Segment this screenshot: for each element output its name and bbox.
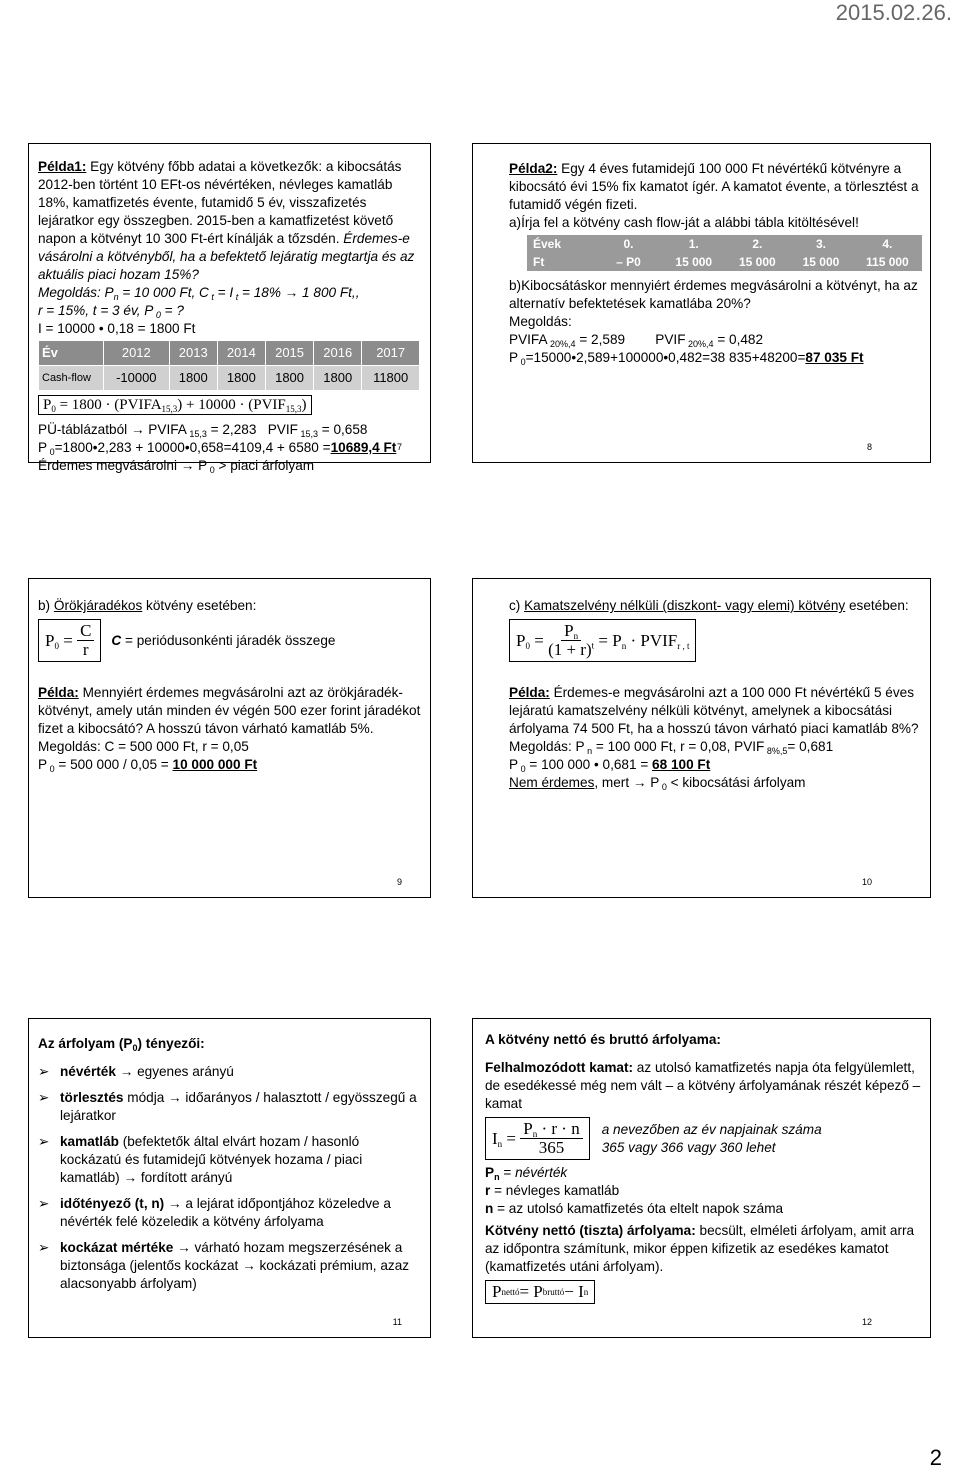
table-cell: 1800 [217, 366, 265, 391]
task-b: b)Kibocsátáskor mennyiért érdemes megvásárolni a kötvényt, ha az alternatív befektetések kamatlába 20%? [509, 278, 918, 311]
denominator-note: a nevezőben az év napjainak száma 365 vagy 366 vagy 360 lehet [601, 1121, 822, 1155]
net-price-def: Kötvény nettó (tiszta) árfolyama: becsült, elméleti árfolyam, amit arra az időpontra számítunk, mikor éppen kifizetik az esedékes kamatot (kamatfizetés utáni árfolyam). [485, 1223, 915, 1274]
solution-line: Megoldás: C = 500 000 Ft, r = 0,05 [38, 739, 249, 754]
example-text: Példa: Mennyiért érdemes megvásárolni azt az örökjáradék-kötvényt, amely után minden év végén 500 ezer forint járadékot fizet a kibocsátó? A hosszú távon várható kamatláb 5%. [38, 685, 421, 736]
table-cell: 15 000 [726, 253, 790, 271]
slide-8-intro: Példa2: Egy 4 éves futamidejű 100 000 Ft névértékű kötvényre a kibocsátó évi 15% fix kamatot ígér. A kamatot évente, a törlesztést a futamidő végén fizeti. [509, 161, 919, 212]
table-cell: 15 000 [789, 253, 853, 271]
factors-line: PVIFA $_{20\%,4}$ = 2,589 PVIF $_{20\%,4}$ = 0,482 [509, 332, 764, 349]
example-title: Példa2: [509, 161, 558, 176]
calc-line: P $_0$=15000•2,589+100000•0,482=38 835+48200=87 035 Ft [509, 350, 864, 367]
definition: r = névleges kamatláb [485, 1183, 620, 1198]
perpetuity-formula: $P_0$ = $\frac{C}{r}$ [38, 619, 101, 662]
cash-flow-table [38, 340, 420, 391]
page-number: 2 [929, 1445, 942, 1470]
definition: $P_n$ = névérték [485, 1165, 568, 1182]
table-cell: 15 000 [662, 253, 726, 271]
slide-12 [472, 1018, 931, 1338]
heading: c) Kamatszelvény nélküli (diszkont- vagy elemi) kötvény esetében: [509, 598, 909, 613]
list-item: ➢ törlesztés módja → időarányos / halasztott / egyösszegű a lejáratkor [38, 1090, 417, 1123]
table-header: 2013 [169, 341, 217, 366]
solution-line-2: r = 15%, t = 3 év, P $_0$ = ? [38, 303, 184, 320]
question: Érdemes-e vásárolni a kötvényből, ha a befektető lejáratig megtartja és az aktuális piaci hozam 15%? [38, 231, 415, 282]
slide-7-intro: Példa1: Egy kötvény főbb adatai a következők: a kibocsátás 2012-ben történt 10 EFt-os névértéken, névleges kamatláb 18%, kamatfizetés évente, futamidő 5 év, visszafizetés lejáratkor egy összegben. 2015-ben a kamatfizetést követő napon a kötvényt 10 300 Ft-ért kínálják a tőzsdén. Érdemes-e vásárolni a kötvényből, ha a befektető lejáratig megtartja és az aktuális piaci hozam 15%? [38, 159, 415, 282]
calc-line: P $_0$ = 100 000 • 0,681 = 68 100 Ft [509, 757, 711, 774]
accrued-interest-formula: $I_n$ = $\frac{P_n \cdot r \cdot n}{365}$ [485, 1117, 590, 1160]
heading: b) Örökjáradékos kötvény esetében: [38, 598, 257, 613]
table-cell: 2. [726, 235, 790, 253]
task-a: a)Írja fel a kötvény cash flow-ját a alábbi tábla kitöltésével! [509, 215, 859, 230]
discount-formula: $P_0$ = $\frac{P_n}{(1 + r)^t}$ = $P_n$ · $PVIF_{r , t}$ [509, 619, 696, 662]
table-header: 2017 [362, 341, 420, 366]
slide-number: 7 [396, 442, 402, 452]
table-cell: -10000 [104, 366, 170, 391]
calc-line: P $_0$=1800•2,283 + 10000•0,658=4109,4 + 6580 =10689,4 Ft [38, 440, 397, 457]
calc-result: 68 100 Ft [652, 757, 711, 772]
slide-9 [28, 578, 431, 898]
factor-list [38, 1063, 422, 1293]
pv-formula: $P_0 = 1800$ · $(PVIFA_{15,3}) + 10000$ · $(PVIF_{15,3})$ [38, 395, 312, 415]
calc-result: 10 000 000 Ft [172, 757, 258, 772]
net-price-formula: P nettó = P bruttó − I n [485, 1280, 595, 1304]
table-header: 2016 [314, 341, 362, 366]
solution-label: Megoldás: [509, 314, 572, 329]
table-cell: 11800 [362, 366, 420, 391]
slide-8 [472, 143, 931, 463]
list-item: ➢ időtényező (t, n) → a lejárat időpontjához közeledve a névérték felé közeledik a kötvény árfolyama [38, 1196, 391, 1229]
interest-line: I = 10000 • 0,18 = 1800 Ft [38, 321, 196, 336]
conclusion-line: Nem érdemes, mert → P $_0$ < kibocsátási árfolyam [509, 775, 806, 792]
table-cell: 1. [662, 235, 726, 253]
slide-title: A kötvény nettó és bruttó árfolyama: [485, 1032, 721, 1047]
list-item: ➢ névérték → egyenes arányú [38, 1064, 234, 1079]
table-cell: 1800 [169, 366, 217, 391]
list-item: ➢ kamatláb (befektetők által elvárt hozam / hasonló kockázatú és futamidejű kötvények hozama / piaci kamatláb) → fordított arányú [38, 1134, 363, 1185]
slide-number: 11 [392, 1317, 402, 1327]
table-cell: 0. [595, 235, 662, 253]
conclusion-line: Érdemes megvásárolni → P $_0$ > piaci árfolyam [38, 458, 315, 475]
calc-result: 87 035 Ft [805, 350, 864, 365]
calc-result: 10689,4 Ft [330, 440, 397, 455]
table-header: Év [39, 341, 104, 366]
accrued-interest-def: Felhalmozódott kamat: az utolsó kamatfizetés napja óta felgyülemlett, de esedékessé még nem vált – a kötvény árfolyamának részét képező – kamat [485, 1060, 921, 1111]
slide-number: 9 [396, 877, 402, 887]
slide-11 [28, 1018, 431, 1338]
table-cell: 1800 [265, 366, 313, 391]
table-header: 2014 [217, 341, 265, 366]
table-cell: Évek [527, 235, 595, 253]
table-cell: – P0 [595, 253, 662, 271]
definition: n = az utolsó kamatfizetés óta eltelt napok száma [485, 1201, 784, 1216]
example-title: Példa1: [38, 159, 87, 174]
slide-7 [28, 143, 431, 475]
table-cell: 3. [789, 235, 853, 253]
formula-description: C = periódusonkénti járadék összege [111, 632, 336, 648]
pu-table-line: PÜ-táblázatból → PVIFA $_{15,3}$ = 2,283 PVIF $_{15,3}$ = 0,658 [38, 422, 368, 439]
example-text: Példa: Érdemes-e megvásárolni azt a 100 000 Ft névértékű 5 éves lejáratú kamatszelvény nélküli kötvényt, amelynek a kibocsátási árfolyama 74 500 Ft, ha a hosszú távon várható piaci kamatláb 8%? [509, 685, 919, 736]
solution-line: Megoldás: P $_n$ = 100 000 Ft, r = 0,08, PVIF $_{8\%,5}$= 0,681 [509, 739, 834, 756]
slide-number: 10 [861, 877, 872, 887]
slide-number: 12 [861, 1317, 872, 1327]
table-cell: 4. [853, 235, 922, 253]
slide-10 [472, 578, 931, 898]
row-label: Cash-flow [39, 366, 104, 391]
list-item: ➢ kockázat mértéke → várható hozam megszerzésének a biztonsága (jelentős kockázat → kockázati prémium, azaz alacsonyabb árfolyam) [38, 1240, 410, 1291]
solution-line-1: Megoldás: $P_n = 10$ 000 Ft, C $_t$ = I $_t$ = 18% → 1 800 Ft,, [38, 285, 360, 302]
table-cell: Ft [527, 253, 595, 271]
slide-number: 8 [866, 442, 872, 452]
table-cell: 115 000 [853, 253, 922, 271]
table-cell: 1800 [314, 366, 362, 391]
table-header: 2012 [104, 341, 170, 366]
calc-line: P $_0$ = 500 000 / 0,05 = 10 000 000 Ft [38, 757, 258, 774]
table-header: 2015 [265, 341, 313, 366]
slide-title: Az árfolyam $(P_0)$ tényezői: [38, 1036, 205, 1053]
cash-flow-table-2 [527, 235, 922, 271]
document-date: 2015.02.26. [835, 0, 952, 25]
